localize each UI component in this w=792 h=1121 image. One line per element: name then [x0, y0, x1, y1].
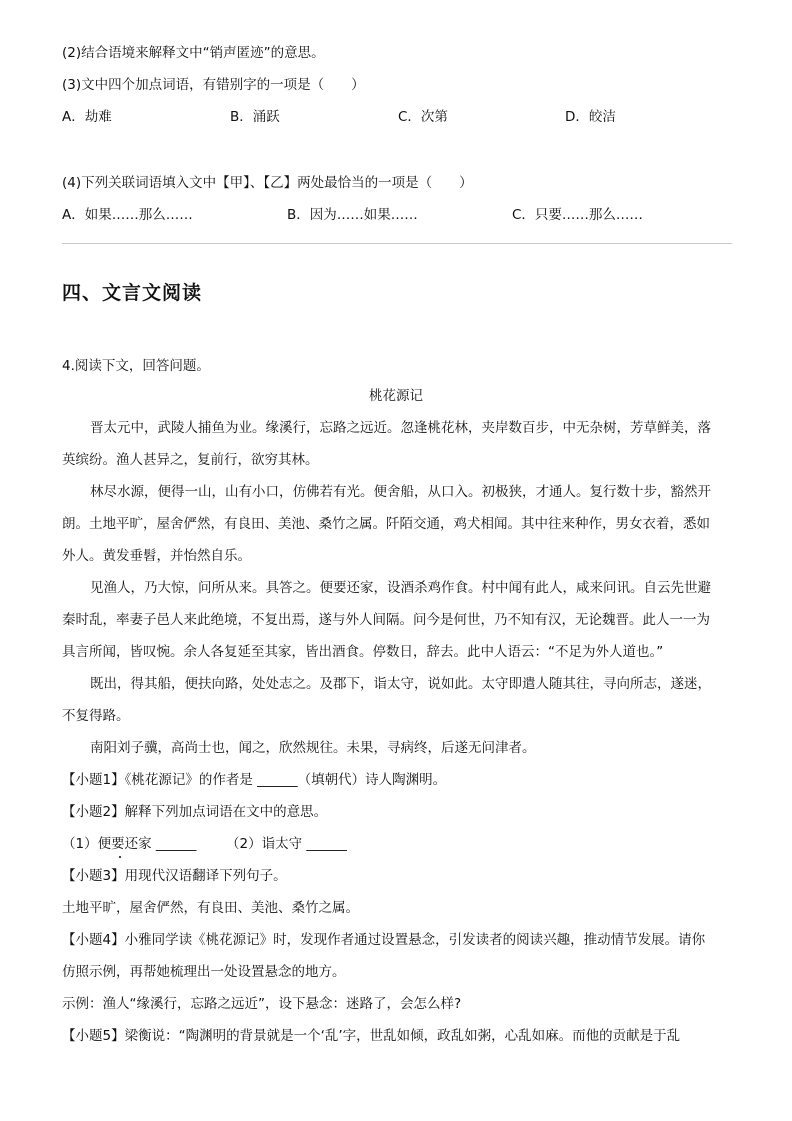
passage-line: 不复得路。: [62, 708, 130, 724]
sub-question-3: 【小题3】用现代汉语翻译下列句子。: [62, 868, 287, 884]
option-a: A．如果……那么……: [62, 207, 193, 223]
sub-question-2: 【小题2】解释下列加点词语在文中的意思。: [62, 804, 328, 820]
passage-line: 林尽水源，便得一山，山有小口，仿佛若有光。便舍船，从口入。初极狭，才通人。复行数十步，豁然开: [90, 484, 711, 500]
sub-question-4-cont: 仿照示例，再帮她梳理出一处设置悬念的地方。: [62, 964, 346, 980]
option-b: B．因为……如果……: [287, 207, 418, 223]
option-c: C．次第: [398, 109, 448, 125]
option-b: B．涌跃: [230, 109, 280, 125]
option-a: A．劫难: [62, 109, 112, 125]
section-heading: 四、文言文阅读: [62, 282, 203, 304]
sub-question-2-item: （1）便要还家 ______: [62, 836, 197, 852]
passage-line: 晋太元中，武陵人捕鱼为业。缘溪行，忘路之远近。忽逢桃花林，夹岸数百步，中无杂树，芳草鲜美，落: [90, 420, 711, 436]
passage-title: 桃花源记: [369, 388, 423, 404]
sub-question-4: 【小题4】小雅同学读《桃花源记》时，发现作者通过设置悬念，引发读者的阅读兴趣，推动情节发展。请你: [62, 932, 706, 948]
option-c: C．只要……那么……: [512, 207, 643, 223]
emphasis-dot: [119, 856, 121, 858]
passage-line: 朗。土地平旷，屋舍俨然，有良田、美池、桑竹之属。阡陌交通，鸡犬相闻。其中往来种作，男女衣着，悉如: [62, 516, 710, 532]
passage-line: 秦时乱，率妻子邑人来此绝境，不复出焉，遂与外人间隔。问今是何世，乃不知有汉，无论魏晋。此人一一为: [62, 612, 710, 628]
passage-line: 见渔人，乃大惊，问所从来。具答之。便要还家，设酒杀鸡作食。村中闻有此人，咸来问讯。自云先世避: [90, 580, 711, 596]
sub-question-2-item: （2）诣太守 ______: [226, 836, 347, 852]
sub-question-5: 【小题5】梁衡说：“陶渊明的背景就是一个‘乱’字，世乱如倾，政乱如粥，心乱如麻。而他的贡献是于乱: [62, 1028, 681, 1044]
question-4: (4)下列关联词语填入文中【甲】、【乙】两处最恰当的一项是（ ）: [62, 175, 473, 191]
passage-line: 外人。黄发垂髫，并怡然自乐。: [62, 548, 251, 564]
section-divider: [62, 243, 732, 244]
passage-line: 具言所闻，皆叹惋。余人各复延至其家，皆出酒食。停数日，辞去。此中人语云：“不足为外人道也。”: [62, 644, 664, 660]
sub-question-3-sentence: 土地平旷，屋舍俨然，有良田、美池、桑竹之属。: [62, 900, 359, 916]
passage-line: 英缤纷。渔人甚异之，复前行，欲穷其林。: [62, 452, 319, 468]
passage-line: 南阳刘子骥，高尚士也，闻之，欣然规往。未果，寻病终，后遂无问津者。: [90, 740, 536, 756]
passage-line: 既出，得其船，便扶向路，处处志之。及郡下，诣太守，说如此。太守即遣人随其往，寻向所志，遂迷，: [90, 676, 711, 692]
sub-question-4-example: 示例：渔人“缘溪行，忘路之远近”，设下悬念：迷路了，会怎么样?: [62, 996, 462, 1012]
option-d: D．皎洁: [565, 109, 616, 125]
question-2: (2)结合语境来解释文中“销声匿迹”的意思。: [62, 45, 325, 61]
sub-question-1: 【小题1】《桃花源记》的作者是 ______（填朝代）诗人陶渊明。: [62, 772, 447, 788]
question-3: (3)文中四个加点词语，有错别字的一项是（ ）: [62, 77, 365, 93]
question-intro: 4.阅读下文，回答问题。: [62, 358, 210, 374]
